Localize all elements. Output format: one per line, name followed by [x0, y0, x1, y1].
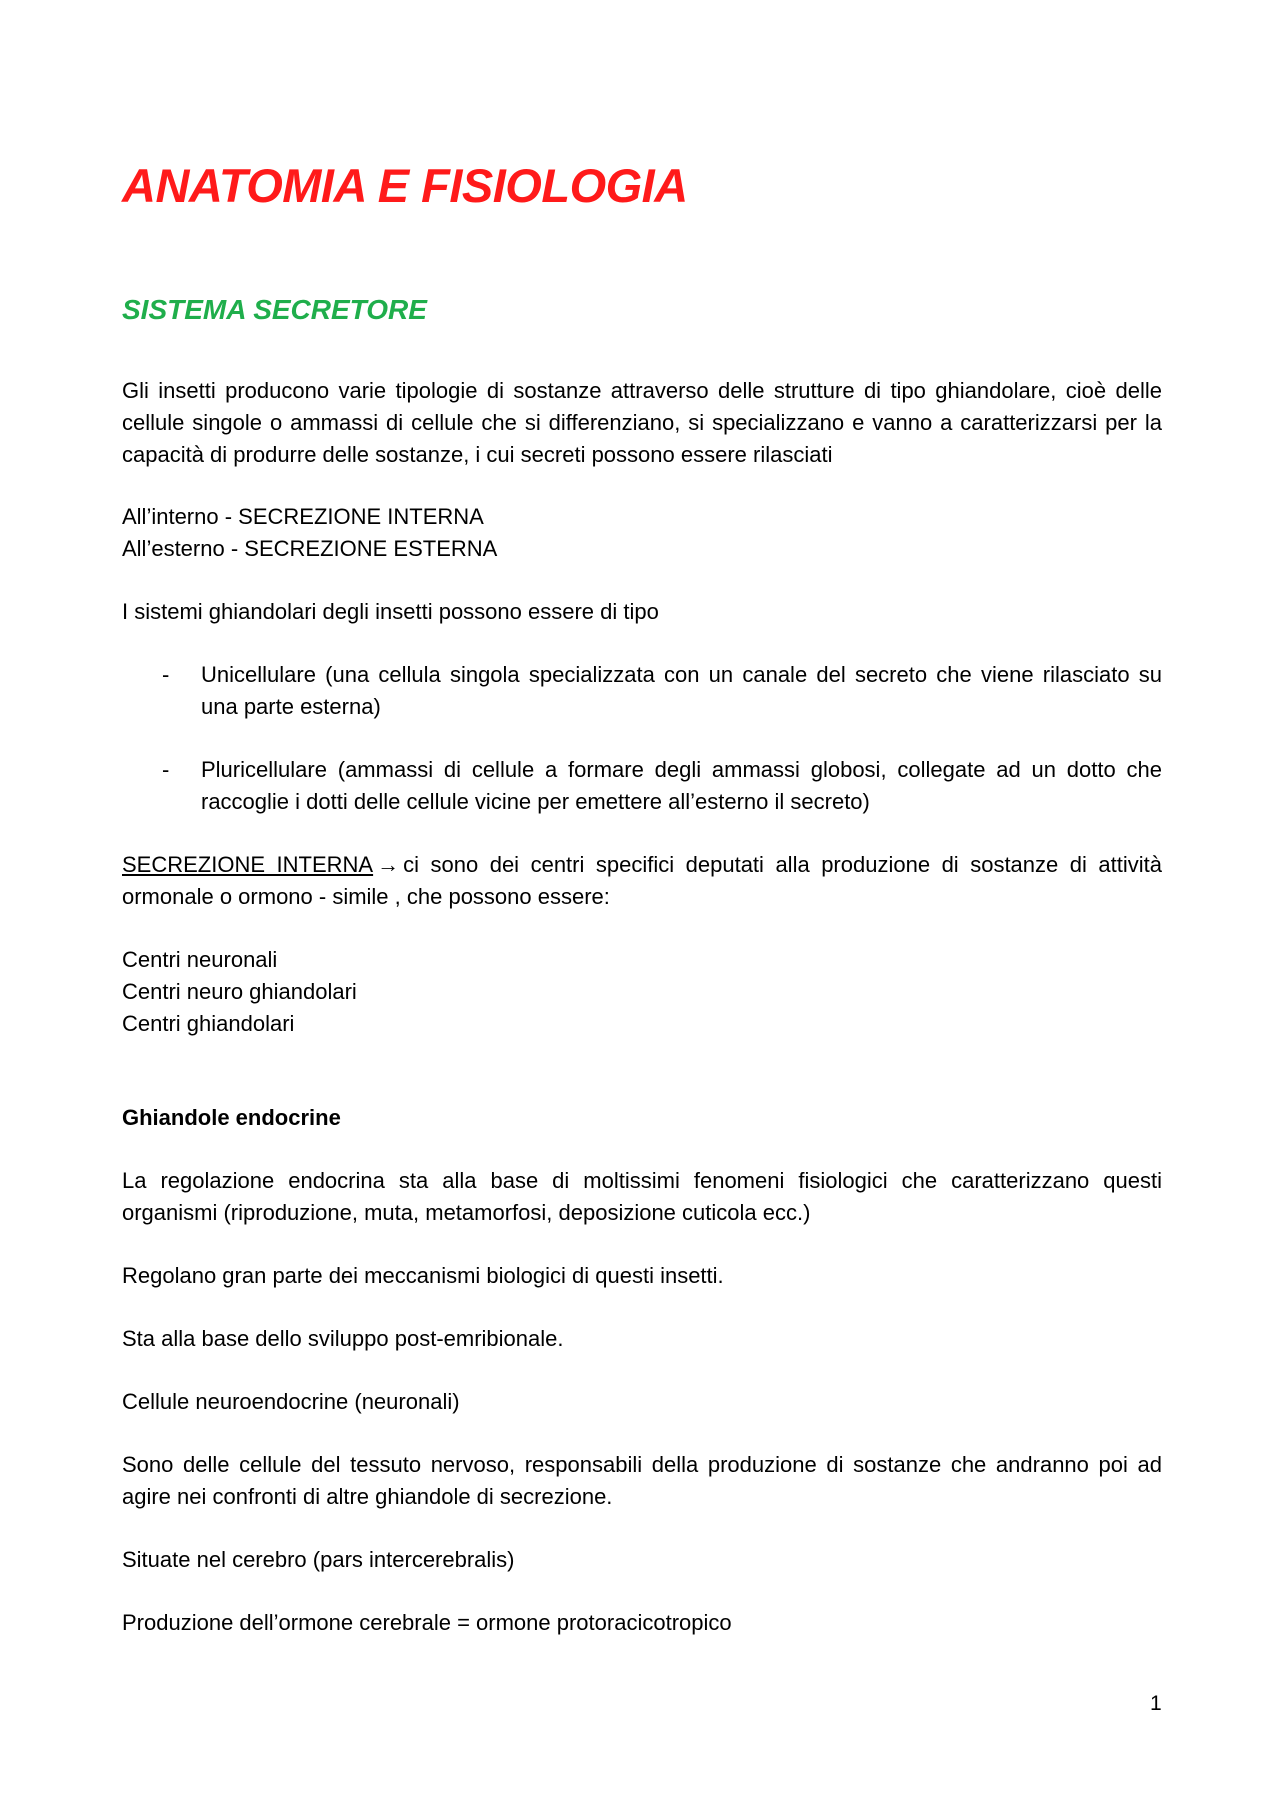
internal-secretion-paragraph [122, 849, 1162, 913]
document-title: ANATOMIA E FISIOLOGIA [122, 159, 688, 212]
secretion-type-internal: All’interno - SECREZIONE INTERNA [122, 504, 484, 529]
bullet-dash: - [162, 662, 170, 687]
internal-secretion-text: ci sono dei centri specifici deputati alla produzione di sostanze di attività ormonale o ormono - simile , che possono essere: [122, 852, 1162, 909]
bullet-text: Pluricellulare (ammassi di cellule a formare degli ammassi globosi, collegate ad un dotto che raccoglie i dotti delle cellule vicine per emettere all’esterno il secreto) [201, 757, 1162, 814]
paragraph-post-embryonic: Sta alla base dello sviluppo post-emribionale. [122, 1326, 564, 1351]
section-heading: SISTEMA SECRETORE [122, 294, 427, 325]
intro-paragraph: Gli insetti producono varie tipologie di sostanze attraverso delle strutture di tipo ghiandolare, cioè delle cellule singole o ammassi di cellule che si differenziano, si specializzano e vanno a caratterizzarsi per la capacità di produrre delle sostanze, i cui secreti possono essere rilasciati [122, 378, 1162, 467]
subheading-endocrine-glands: Ghiandole endocrine [122, 1105, 341, 1130]
bullet-text: Unicellulare (una cellula singola specializzata con un canale del secreto che viene rilasciato su una parte esterna) [201, 662, 1162, 719]
secretion-type-external: All’esterno - SECREZIONE ESTERNA [122, 536, 498, 561]
center-item: Centri ghiandolari [122, 1011, 295, 1036]
center-item: Centri neuronali [122, 947, 278, 972]
paragraph-endocrine-regulation: La regolazione endocrina sta alla base di moltissimi fenomeni fisiologici che caratterizzano questi organismi (riproduzione, muta, metamorfosi, deposizione cuticola ecc.) [122, 1168, 1162, 1225]
bullet-dash: - [162, 757, 170, 782]
arrow-right-icon: → [377, 852, 400, 877]
center-item: Centri neuro ghiandolari [122, 979, 357, 1004]
paragraph-hormone-production: Produzione dell’ormone cerebrale = ormone protoracicotropico [122, 1610, 732, 1635]
secretion-types-list [122, 501, 1162, 565]
page-number: 1 [1150, 1692, 1162, 1715]
paragraph-neuroendocrine-cells: Cellule neuroendocrine (neuronali) [122, 1389, 460, 1414]
paragraph-nervous-tissue: Sono delle cellule del tessuto nervoso, responsabili della produzione di sostanze che andranno poi ad agire nei confronti di altre ghiandole di secrezione. [122, 1452, 1162, 1509]
paragraph-biological-mechanisms: Regolano gran parte dei meccanismi biologici di questi insetti. [122, 1263, 724, 1288]
internal-secretion-term: SECREZIONE INTERNA [122, 852, 374, 877]
centers-list [122, 944, 1162, 1040]
glandular-systems-intro: I sistemi ghiandolari degli insetti possono essere di tipo [122, 599, 659, 624]
paragraph-cerebro-location: Situate nel cerebro (pars intercerebralis) [122, 1547, 515, 1572]
